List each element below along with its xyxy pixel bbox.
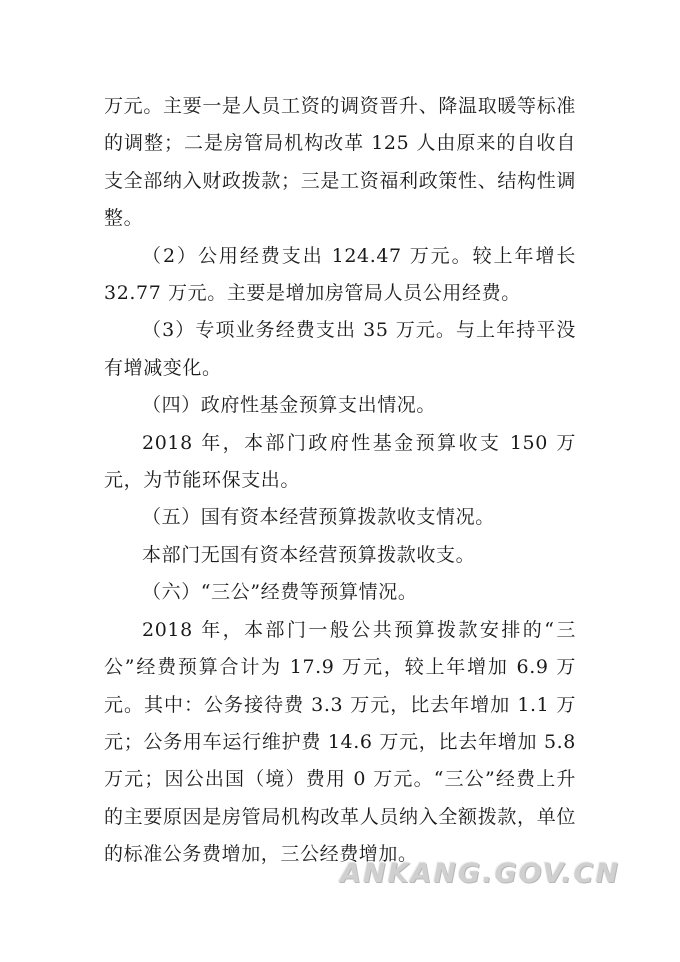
heading-government-fund: （四）政府性基金预算支出情况。: [142, 394, 437, 417]
paragraph-salary-adjustment: 万元。主要一是人员工资的调资晋升、降温取暖等标准的调整；二是房管局机构改革 125 人由原来的自收自支全部纳入财政拨款；三是工资福利政策性、结构性调整。: [104, 95, 576, 230]
document-body: [104, 88, 576, 874]
heading-state-capital: （五）国有资本经营预算拨款收支情况。: [142, 506, 495, 529]
paragraph-three-public: 2018 年，本部门一般公共预算拨款安排的“三公”经费预算合计为 17.9 万元，较上年增加 6.9 万元。其中：公务接待费 3.3 万元，比去年增加 1.1 万元；公务用车运行维护费 14.6 万元，比去年增加 5.8 万元；因公出国（境）费用 0 万元。“三公”经费上升的主要原因是房管局机构改革人员纳入全额拨款，单位的标准公务费增加，三公经费增加。: [104, 618, 576, 866]
paragraph-special-expenses: （3）专项业务经费支出 35 万元。与上年持平没有增减变化。: [104, 319, 576, 379]
paragraph-state-capital: 本部门无国有资本经营预算拨款收支。: [142, 543, 476, 566]
paragraph-public-expenses: （2）公用经费支出 124.47 万元。较上年增长 32.77 万元。主要是增加房管局人员公用经费。: [104, 244, 576, 305]
site-watermark: ANKANG.GOV.CN: [340, 858, 620, 889]
paragraph-government-fund: 2018 年，本部门政府性基金预算收支 150 万元，为节能环保支出。: [104, 431, 576, 492]
heading-three-public: （六）“三公”经费等预算情况。: [142, 581, 418, 604]
